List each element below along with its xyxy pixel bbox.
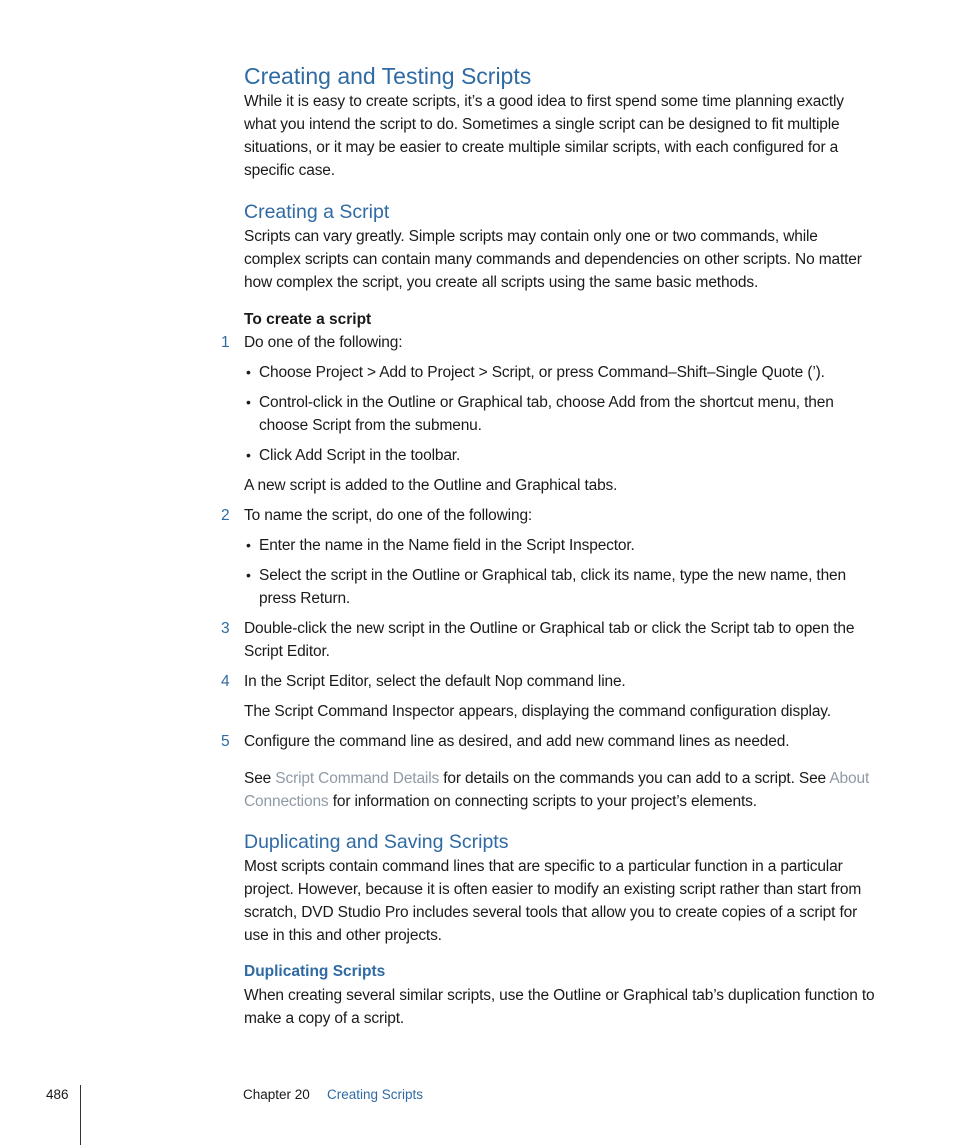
- step-text: In the Script Editor, select the default Nop command line.: [244, 673, 626, 690]
- section-heading-creating-a-script: Creating a Script: [244, 201, 390, 223]
- step-text: Double-click the new script in the Outline or Graphical tab or click the Script tab to open the Script Editor.: [244, 620, 855, 660]
- bullet-icon: •: [246, 364, 251, 380]
- see-prefix: See: [244, 770, 276, 787]
- page-number: 486: [46, 1087, 69, 1102]
- step-result: The Script Command Inspector appears, displaying the command configuration display.: [244, 703, 831, 720]
- step-text: Configure the command line as desired, and add new command lines as needed.: [244, 733, 790, 750]
- bullet-icon: •: [246, 394, 251, 410]
- subsection-body-duplicating-scripts: When creating several similar scripts, use the Outline or Graphical tab’s duplication function to make a copy of a script.: [244, 987, 875, 1027]
- step-number: 5: [221, 733, 230, 750]
- step-number: 1: [221, 334, 230, 351]
- bullet-icon: •: [246, 567, 251, 583]
- section-body-duplicating-and-saving: Most scripts contain command lines that are specific to a particular function in a particular project. However, because it is often easier to modify an existing script rather than start from scratch, DVD Studio Pro includes several tools that allow you to create copies of a script for use in this and other projects.: [244, 858, 862, 944]
- bullet-text: Select the script in the Outline or Graphical tab, click its name, type the new name, then press Return.: [259, 567, 846, 607]
- step-number: 2: [221, 507, 230, 524]
- step-number: 4: [221, 673, 230, 690]
- step-text: Do one of the following:: [244, 334, 403, 351]
- bullet-text: Click Add Script in the toolbar.: [259, 447, 461, 464]
- step-number: 3: [221, 620, 230, 637]
- subsection-heading-duplicating-scripts: Duplicating Scripts: [244, 963, 386, 980]
- bullet-icon: •: [246, 537, 251, 553]
- footer-chapter-title[interactable]: Creating Scripts: [327, 1087, 424, 1102]
- see-middle: for details on the commands you can add to a script. See: [439, 770, 830, 787]
- bullet-icon: •: [246, 447, 251, 463]
- see-suffix: for information on connecting scripts to your project’s elements.: [328, 793, 757, 810]
- script-command-details-link[interactable]: Script Command Details: [275, 770, 440, 787]
- bullet-text: Enter the name in the Name field in the Script Inspector.: [259, 537, 635, 554]
- section-heading-duplicating-and-saving: Duplicating and Saving Scripts: [244, 831, 509, 853]
- intro-paragraph: While it is easy to create scripts, it’s a good idea to first spend some time planning exactly what you intend the script to do. Sometimes a single script can be designed to fit multiple situations, or it may be easier to create multiple similar scripts, with each configured for a specific case.: [244, 93, 844, 179]
- footer-rule: [80, 1085, 81, 1145]
- page-title: Creating and Testing Scripts: [244, 63, 532, 89]
- task-title: To create a script: [244, 311, 372, 328]
- footer-chapter: Chapter 20: [243, 1087, 310, 1102]
- section-body-creating-a-script: Scripts can vary greatly. Simple scripts may contain only one or two commands, while complex scripts can contain many commands and dependencies on other scripts. No matter how complex the script, you create all scripts using the same basic methods.: [244, 228, 862, 291]
- about-connections-link[interactable]: About Connections: [244, 770, 870, 810]
- bullet-text: Choose Project > Add to Project > Script, or press Command–Shift–Single Quote (’).: [259, 364, 825, 381]
- see-also-paragraph: [244, 767, 876, 813]
- step-text: To name the script, do one of the following:: [244, 507, 533, 524]
- bullet-text: Control-click in the Outline or Graphical tab, choose Add from the shortcut menu, then choose Script from the submenu.: [259, 394, 834, 434]
- step-result: A new script is added to the Outline and Graphical tabs.: [244, 477, 618, 494]
